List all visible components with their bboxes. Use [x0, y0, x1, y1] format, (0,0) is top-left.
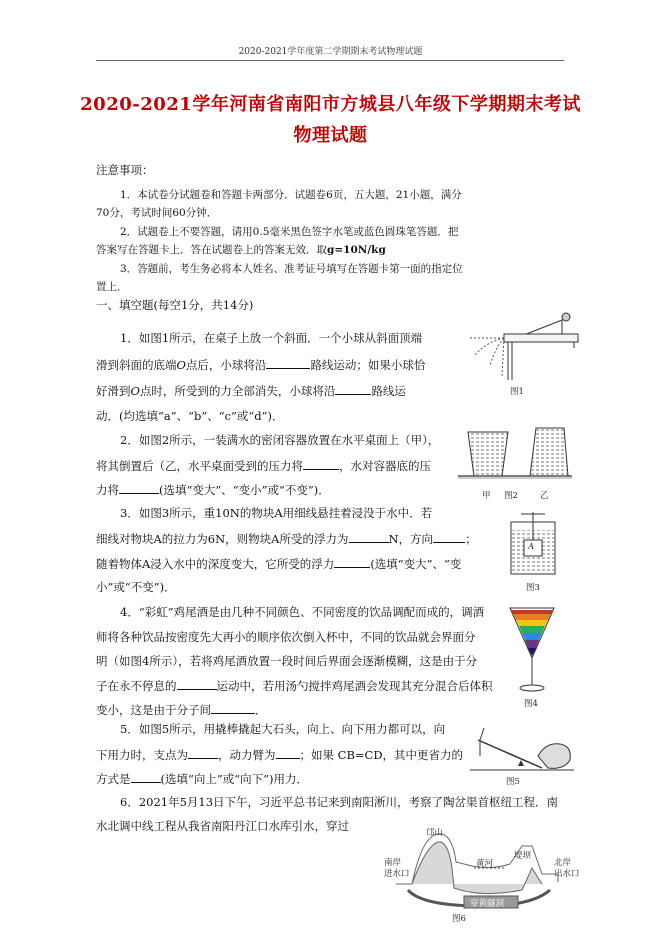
figure2-caption: 图2 — [504, 491, 518, 501]
document-title-line1: 2020-2021学年河南省南阳市方城县八年级下学期期末考试 — [80, 94, 581, 115]
figure6-label-mangshan: 邙山 — [426, 828, 444, 838]
section1-heading: 一、填空题(每空1分，共14分) — [96, 298, 254, 312]
figure5-lever — [460, 722, 578, 778]
q6-line2: 水北调中线工程从我省南阳丹江口水库引水，穿过 — [96, 819, 349, 833]
notice-item2-a: 2．试题卷上不要答题，请用0.5毫米黑色签字水笔或蓝色圆珠笔答题．把 — [120, 226, 459, 238]
notice-item2-b: 答案写在答题卡上．答在试题卷上的答案无效．取g=10N/kg — [96, 244, 386, 256]
q1-line2: 滑到斜面的底端O点后，小球将沿 路线运动；如果小球恰 — [96, 358, 426, 372]
figure2-label-yi: 乙 — [540, 491, 549, 501]
figure6-label-tunnel: 穿黄隧洞 — [470, 899, 505, 909]
q4-line3: 明（如图4所示），若将鸡尾酒放置一段时间后界面会逐渐模糊，这是由于分 — [96, 654, 478, 668]
figure4-caption: 图4 — [524, 699, 538, 709]
figure6-label-north-outlet: 出水口 — [554, 869, 580, 879]
figure1-caption: 图1 — [510, 387, 524, 397]
figure6-label-south-inlet: 进水口 — [384, 869, 410, 879]
q1-line3: 好滑到O点时，所受到的力全部消失，小球将沿 路线运 — [96, 384, 406, 398]
figure2-label-jia: 甲 — [482, 491, 491, 501]
notice-item3-b: 置上． — [96, 281, 128, 293]
q6-line1: 6．2021年5月13日下午，习近平总书记来到南阳淅川，考察了陶岔渠首枢纽工程．南 — [120, 795, 559, 809]
q2-line1: 2．如图2所示，一装满水的密闭容器放置在水平桌面上（甲）， — [120, 433, 440, 447]
q2-line2: 将其倒置后（乙，水平桌面受到的压力将 ，水对容器底的压 — [96, 459, 431, 473]
q3-line3: 随着物体A浸入水中的深度变大，它所受的浮力 (选填“变大”、“变 — [96, 557, 462, 571]
q5-line3: 方式是 (选填“向上”或“向下”)用力． — [96, 772, 308, 786]
running-header: 2020-2021学年度第二学期期末考试物理试题 — [238, 47, 423, 57]
q1-line1: 1．如图1所示，在桌子上放一个斜面．一个小球从斜面顶端 — [120, 331, 423, 345]
figure3-block-label: A — [528, 542, 535, 552]
figure6-label-south-bank: 南岸 — [384, 858, 402, 868]
figure1-incline — [466, 300, 580, 396]
figure6-label-yellow-river: 黄河 — [476, 859, 494, 869]
q3-line1: 3．如图3所示，重10N的物块A用细线悬挂着浸没于水中．若 — [120, 506, 433, 520]
q4-line5: 变小，这是由于分子间 ． — [96, 703, 267, 717]
q1-line4: 动．(均选填“a”、“b”、“c”或“d”)． — [96, 409, 284, 423]
header-rule — [96, 60, 564, 61]
notice-heading: 注意事项： — [96, 163, 154, 177]
q5-line2: 下用力时，支点为 ，动力臂为 ；如果 CB=CD，其中更省力的 — [96, 748, 464, 762]
figure2-containers — [456, 424, 574, 486]
figure5-caption: 图5 — [506, 777, 520, 787]
figure4-cocktail-glass — [506, 606, 558, 696]
q3-line2: 细线对物块A的拉力为6N，则物块A所受的浮力为 N，方向 ； — [96, 532, 477, 546]
document-title-line2: 物理试题 — [293, 125, 368, 146]
figure6-label-north-bank: 北岸 — [554, 858, 572, 868]
q4-line1: 4．“彩虹”鸡尾酒是由几种不同颜色、不同密度的饮品调配而成的，调酒 — [120, 605, 485, 619]
notice-item1-a: 1．本试卷分试题卷和答题卡两部分．试题卷6页，五大题，21小题，满分 — [120, 189, 462, 201]
figure6-caption: 图6 — [452, 914, 466, 924]
q4-line4: 子在永不停息的 运动中，若用汤勺搅拌鸡尾酒会发现其充分混合后体积 — [96, 679, 493, 693]
q4-line2: 师将各种饮品按密度先大再小的顺序依次倒入杯中，不同的饮品就会界面分 — [96, 630, 476, 644]
q5-line1: 5．如图5所示，用撬棒撬起大石头，向上、向下用力都可以，向 — [120, 722, 446, 736]
notice-item1-b: 70分，考试时间60分钟． — [96, 207, 218, 219]
q3-line4: 小”或“不变”)． — [96, 580, 176, 594]
figure6-label-dam: 堤坝 — [514, 851, 532, 861]
figure3-caption: 图3 — [526, 583, 540, 593]
notice-item3-a: 3．答题前，考生务必将本人姓名、准考证号填写在答题卡第一面的指定位 — [120, 263, 463, 275]
q2-line3: 力将 (选填“变大”、“变小”或“不变”)． — [96, 483, 330, 497]
